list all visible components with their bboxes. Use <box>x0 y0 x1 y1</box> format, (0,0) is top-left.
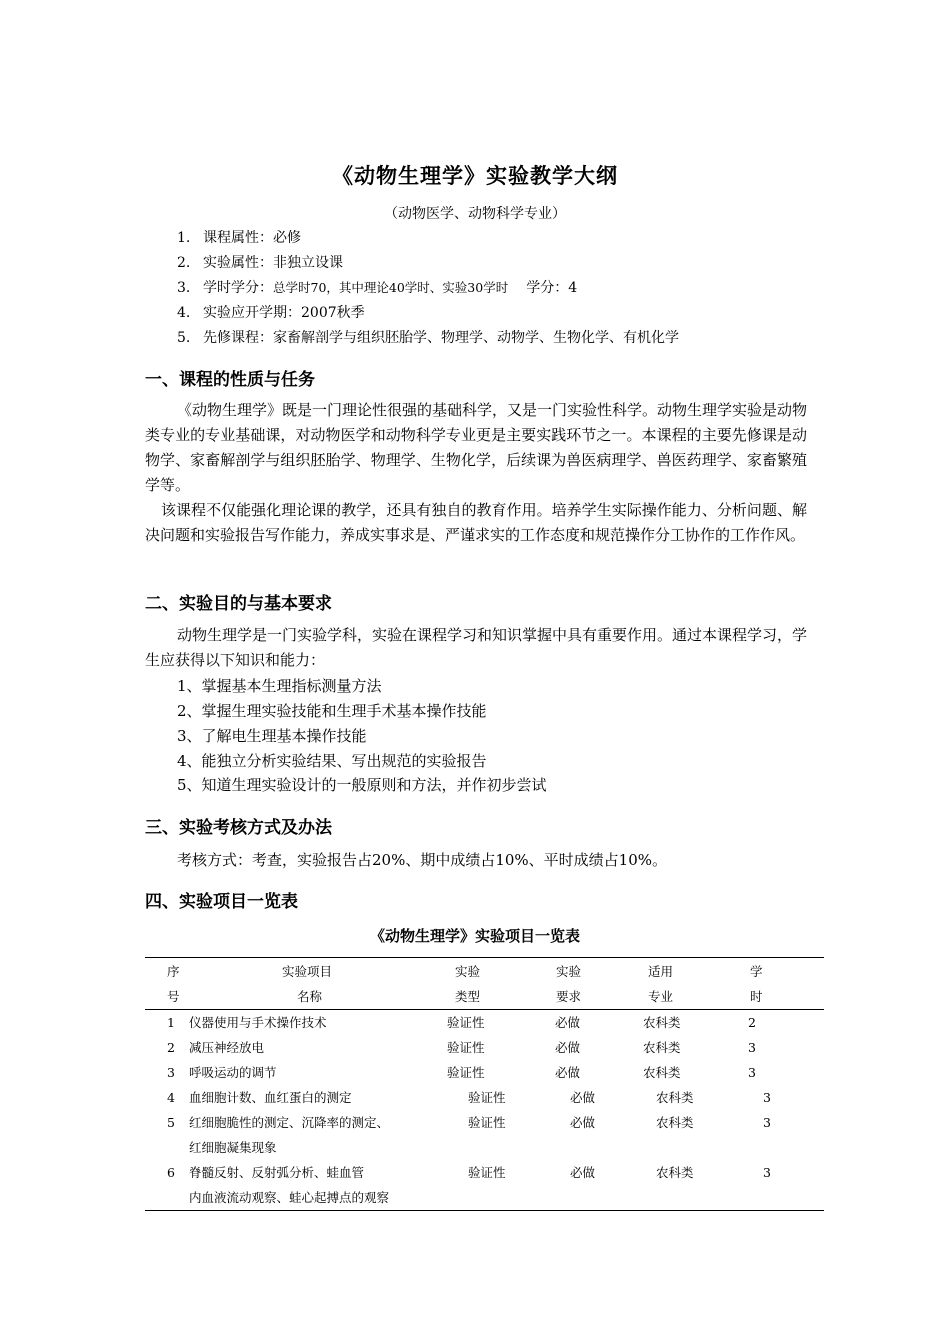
row-1-hours: 2 <box>748 1015 756 1030</box>
row-3-req: 必做 <box>555 1065 581 1080</box>
objective-item-1: 1、掌握基本生理指标测量方法 <box>177 677 382 695</box>
info-value: 家畜解剖学与组织胚胎学、物理学、动物学、生物化学、有机化学 <box>273 330 679 346</box>
info-number: 3. <box>177 280 191 296</box>
header-req-line-2: 要求 <box>556 989 582 1004</box>
row-5-type: 验证性 <box>468 1115 506 1130</box>
info-value: 总学时70，其中理论40学时、实验30学时 <box>273 280 509 295</box>
row-6-major: 农科类 <box>656 1165 694 1180</box>
header-type-line-1: 实验 <box>455 964 481 979</box>
header-hours-line-2: 时 <box>750 989 763 1004</box>
row-4-name: 血细胞计数、血红蛋白的测定 <box>189 1090 352 1105</box>
info-number: 1. <box>177 230 191 246</box>
info-label: 实验属性： <box>203 255 273 271</box>
header-type-line-2: 类型 <box>455 989 481 1004</box>
row-6-hours: 3 <box>763 1165 771 1180</box>
row-2-major: 农科类 <box>643 1040 681 1055</box>
info-value: 2007秋季 <box>301 305 365 321</box>
info-label: 先修课程： <box>203 330 273 346</box>
info-extra-label: 学分： <box>526 280 569 296</box>
row-4-hours: 3 <box>763 1090 771 1105</box>
info-number: 4. <box>177 305 191 321</box>
objective-item-4: 4、能独立分析实验结果、写出规范的实验报告 <box>177 752 487 770</box>
table-title: 《动物生理学》实验项目一览表 <box>369 927 580 945</box>
section-1-paragraph-2: 该课程不仅能强化理论课的教学，还具有独自的教育作用。培养学生实际操作能力、分析问题、解决问题和实验报告写作能力，养成实事求是、严谨求实的工作态度和规范操作分工协作的工作作风。 <box>145 501 807 544</box>
table-header-rule <box>145 1009 824 1010</box>
row-3-seq: 3 <box>167 1065 175 1080</box>
info-label: 课程属性： <box>203 230 273 246</box>
row-5-name-line-2: 红细胞凝集现象 <box>189 1140 277 1155</box>
assessment-text: 考核方式：考查，实验报告占20%、期中成绩占10%、平时成绩占10%。 <box>177 851 668 869</box>
section-heading-3: 三、实验考核方式及办法 <box>145 818 332 838</box>
info-number: 5. <box>177 330 191 346</box>
row-6-name-line-2: 内血液流动观察、蛙心起搏点的观察 <box>189 1190 390 1205</box>
row-1-seq: 1 <box>167 1015 175 1030</box>
section-heading-1: 一、课程的性质与任务 <box>145 370 315 390</box>
row-5-hours: 3 <box>763 1115 771 1130</box>
row-4-seq: 4 <box>167 1090 175 1105</box>
row-2-seq: 2 <box>167 1040 175 1055</box>
header-name-line-2: 名称 <box>297 989 323 1004</box>
table-bottom-rule <box>145 1210 824 1211</box>
row-5-req: 必做 <box>570 1115 596 1130</box>
row-1-req: 必做 <box>555 1015 581 1030</box>
page-title: 《动物生理学》实验教学大纲 <box>332 164 618 188</box>
row-1-major: 农科类 <box>643 1015 681 1030</box>
info-label: 学时学分： <box>203 280 273 296</box>
row-1-type: 验证性 <box>447 1015 485 1030</box>
table-top-rule <box>145 957 824 958</box>
course-info-item <box>177 328 897 348</box>
info-value: 非独立设课 <box>273 255 343 271</box>
info-value: 必修 <box>273 230 301 246</box>
objective-item-3: 3、了解电生理基本操作技能 <box>177 727 367 745</box>
row-6-type: 验证性 <box>468 1165 506 1180</box>
section-1-paragraph-1: 《动物生理学》既是一门理论性很强的基础科学，又是一门实验性科学。动物生理学实验是动物类专业的专业基础课，对动物医学和动物科学专业更是主要实践环节之一。本课程的主要先修课是动物学、家畜解剖学与组织胚胎学、物理学、生物化学，后续课为兽医病理学、兽医药理学、家畜繁殖学等。 <box>145 401 808 494</box>
row-3-type: 验证性 <box>447 1065 485 1080</box>
info-number: 2. <box>177 255 191 271</box>
row-5-seq: 5 <box>167 1115 175 1130</box>
objective-item-2: 2、掌握生理实验技能和生理手术基本操作技能 <box>177 702 487 720</box>
row-6-req: 必做 <box>570 1165 596 1180</box>
row-4-major: 农科类 <box>656 1090 694 1105</box>
header-seq-line-2: 号 <box>167 989 180 1004</box>
header-name-line-1: 实验项目 <box>282 964 333 979</box>
info-extra-value: 4 <box>568 280 578 296</box>
section-heading-2: 二、实验目的与基本要求 <box>145 594 332 614</box>
row-6-seq: 6 <box>167 1165 175 1180</box>
row-3-name: 呼吸运动的调节 <box>189 1065 277 1080</box>
row-1-name: 仪器使用与手术操作技术 <box>189 1015 327 1030</box>
row-2-type: 验证性 <box>447 1040 485 1055</box>
section-2-intro: 动物生理学是一门实验学科，实验在课程学习和知识掌握中具有重要作用。通过本课程学习，学生应获得以下知识和能力： <box>145 626 808 669</box>
course-info-item <box>177 278 897 298</box>
objective-item-5: 5、知道生理实验设计的一般原则和方法，并作初步尝试 <box>177 776 547 794</box>
course-info-item <box>177 253 897 273</box>
row-3-hours: 3 <box>748 1065 756 1080</box>
course-info-item <box>177 303 897 323</box>
header-req-line-1: 实验 <box>556 964 582 979</box>
header-major-line-2: 专业 <box>648 989 674 1004</box>
row-5-major: 农科类 <box>656 1115 694 1130</box>
header-major-line-1: 适用 <box>648 964 674 979</box>
info-label: 实验应开学期： <box>203 305 301 321</box>
row-2-req: 必做 <box>555 1040 581 1055</box>
header-hours-line-1: 学 <box>750 964 763 979</box>
row-5-name-line-1: 红细胞脆性的测定、沉降率的测定、 <box>189 1115 390 1130</box>
row-2-hours: 3 <box>748 1040 756 1055</box>
row-6-name-line-1: 脊髓反射、反射弧分析、蛙血管 <box>189 1165 365 1180</box>
row-3-major: 农科类 <box>643 1065 681 1080</box>
page-subtitle: （动物医学、动物科学专业） <box>384 206 566 222</box>
row-4-req: 必做 <box>570 1090 596 1105</box>
row-4-type: 验证性 <box>468 1090 506 1105</box>
course-info-item <box>177 228 897 248</box>
row-2-name: 减压神经放电 <box>189 1040 265 1055</box>
header-seq-line-1: 序 <box>167 964 180 979</box>
section-heading-4: 四、实验项目一览表 <box>145 892 298 912</box>
